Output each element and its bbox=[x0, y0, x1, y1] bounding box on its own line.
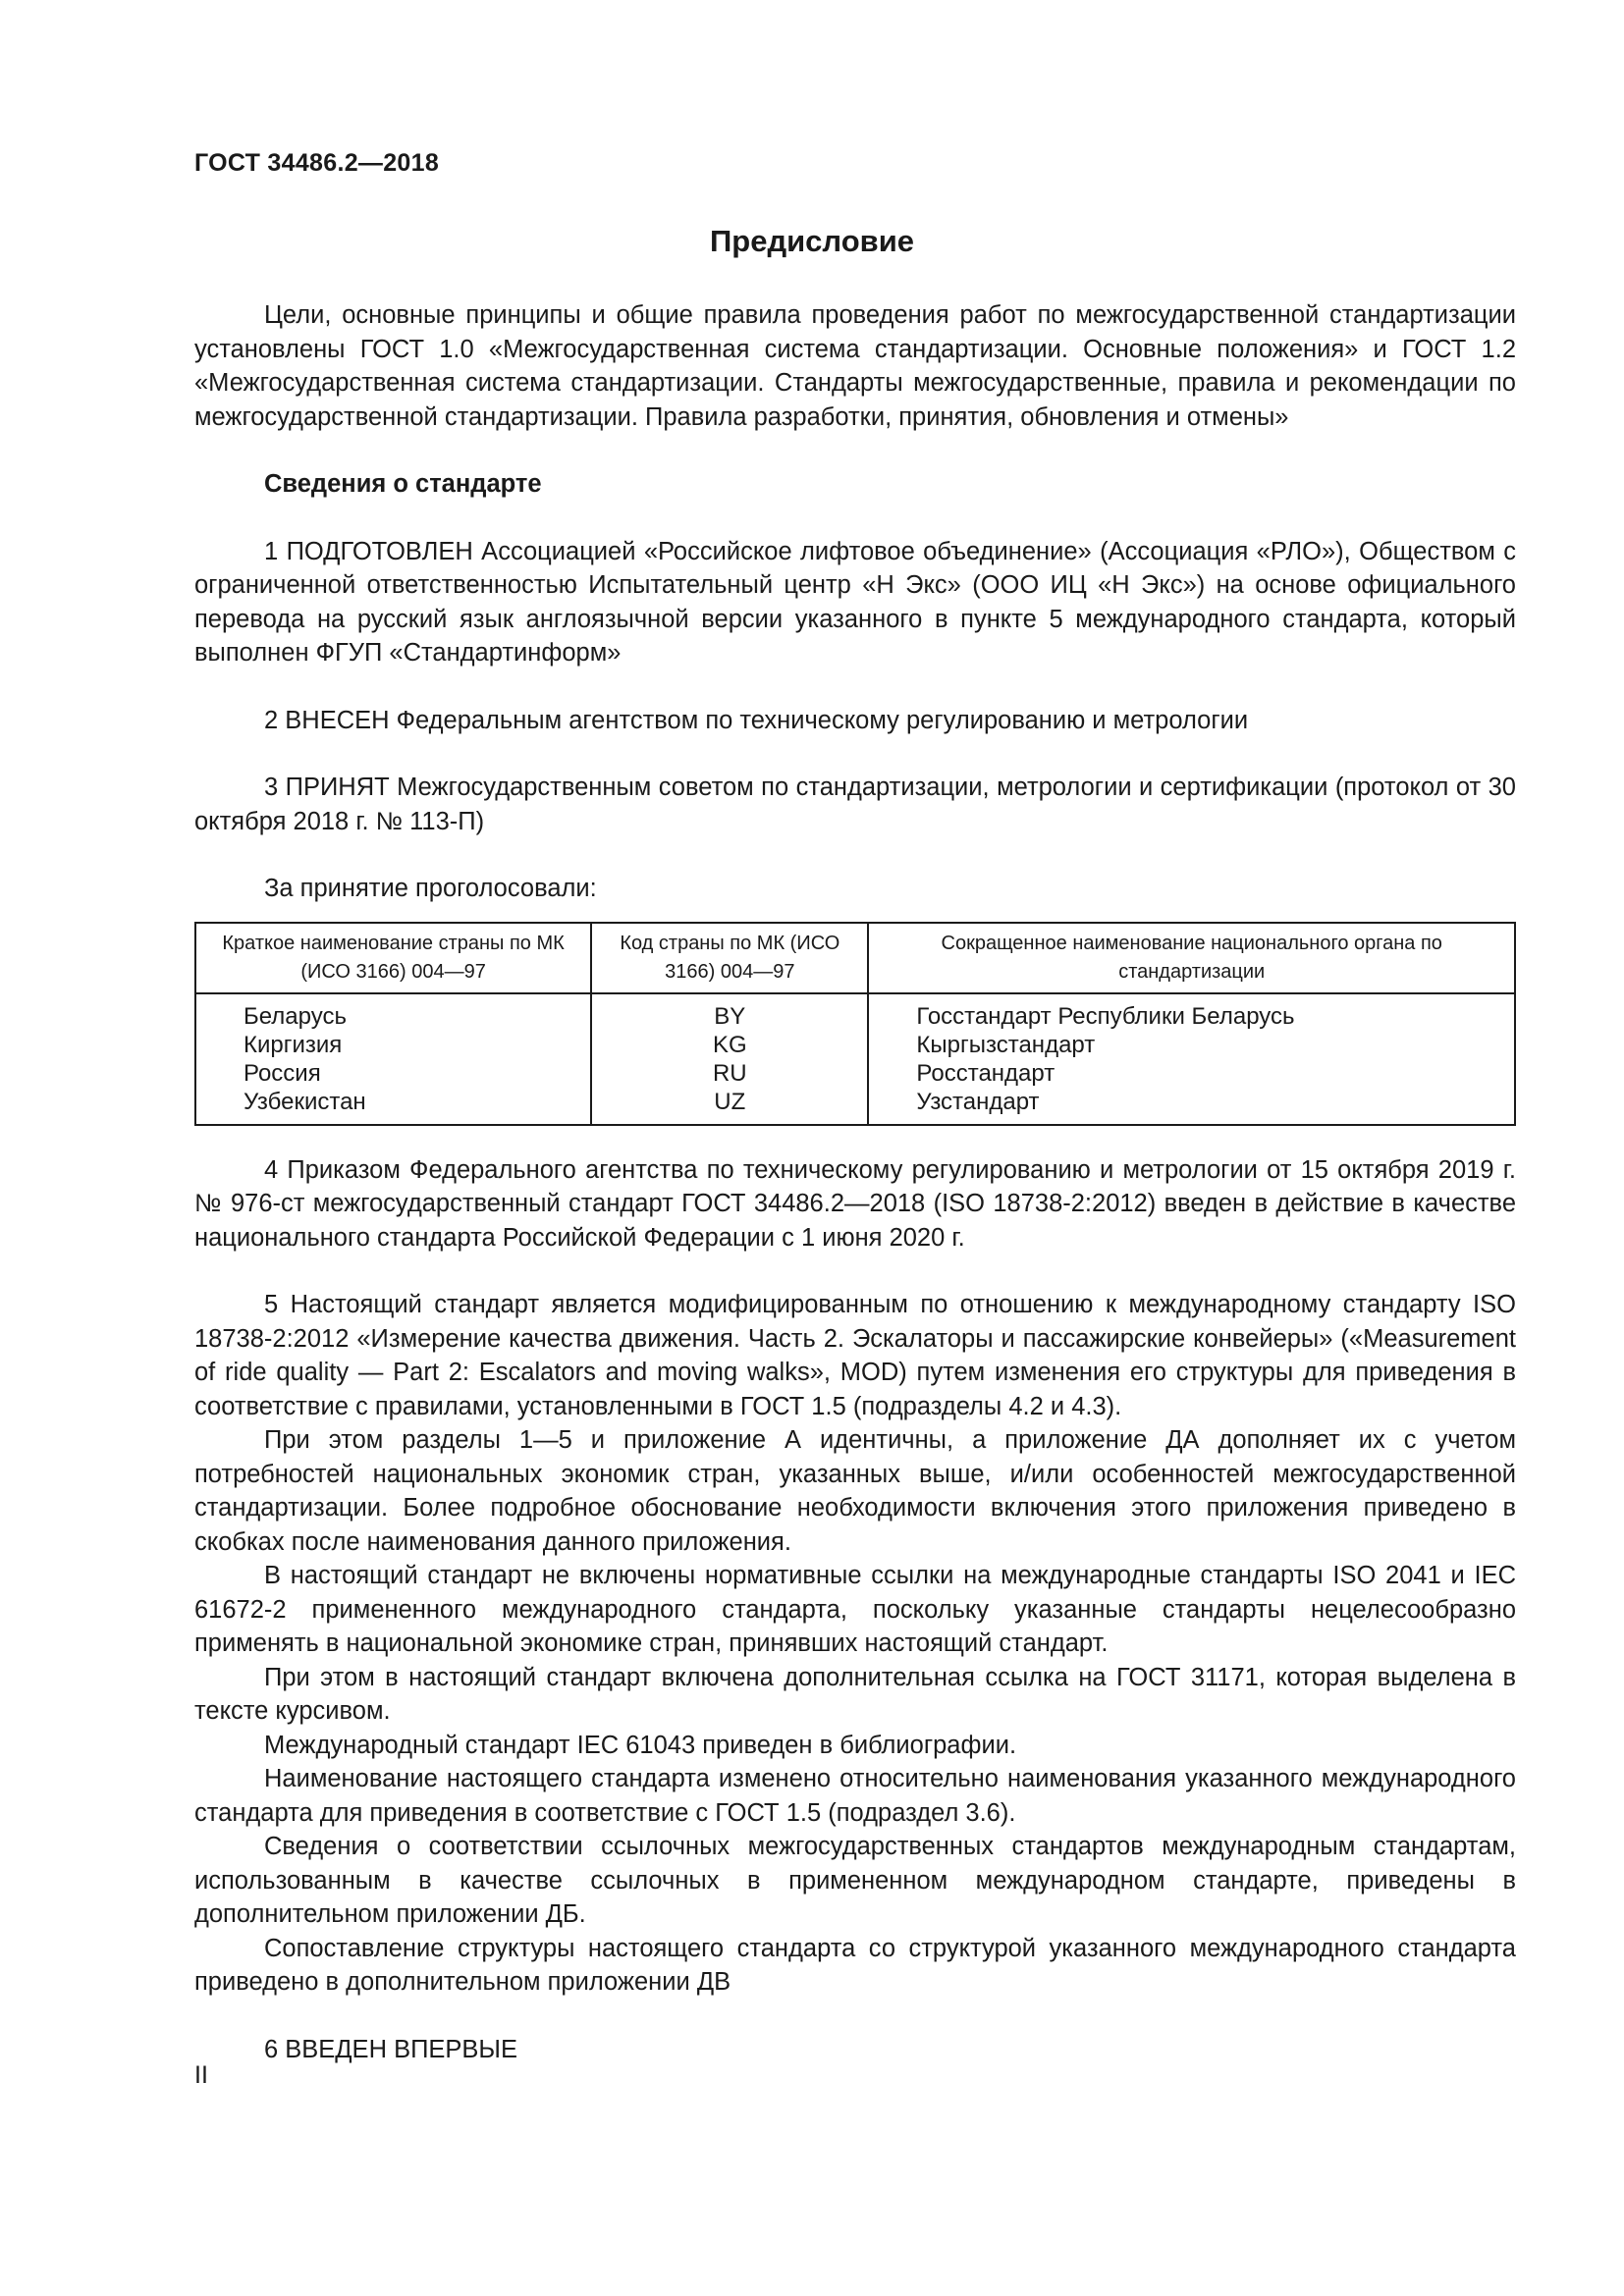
country-code-cell: RU bbox=[591, 1059, 868, 1088]
page-number: II bbox=[194, 2061, 208, 2089]
national-body-cell: Кыргызстандарт bbox=[868, 1031, 1515, 1059]
table-row bbox=[195, 993, 1515, 1031]
country-name-cell: Россия bbox=[195, 1059, 591, 1088]
intro-paragraph: Цели, основные принципы и общие правила проведения работ по межгосударственной стандартизации установлены ГОСТ 1.0 «Межгосударственная система стандартизации. Основные положения» и ГОСТ 1.2 «Межгосударственная система стандартизации. Стандарты межгосударственные, правила и рекомендации по межгосударственной стандартизации. Правила разработки, принятия, обновления и отмены» bbox=[194, 301, 1516, 431]
section-heading: Сведения о стандарте bbox=[264, 470, 542, 498]
item-5-paragraph: При этом разделы 1—5 и приложение А идентичны, а приложение ДА дополняет их с учетом потребностей национальных экономик стран, указанных выше, и/или особенностей межгосударственной стандартизации. Более подробное обоснование необходимости включения этого приложения приведено в скобках после наименования данного приложения. bbox=[194, 1426, 1516, 1556]
column-header-national-body: Сокращенное наименование национального органа по стандартизации bbox=[868, 923, 1515, 993]
country-code-cell: KG bbox=[591, 1031, 868, 1059]
table-row bbox=[195, 1088, 1515, 1125]
document-body bbox=[194, 298, 1516, 2066]
national-body-cell: Росстандарт bbox=[868, 1059, 1515, 1088]
column-header-country-name: Краткое наименование страны по МК (ИСО 3166) 004—97 bbox=[195, 923, 591, 993]
item-5-paragraph: Сопоставление структуры настоящего стандарта со структурой указанного международного стандарта приведено в дополнительном приложении ДВ bbox=[194, 1934, 1516, 1996]
item-2-paragraph: 2 ВНЕСЕН Федеральным агентством по техническому регулированию и метрологии bbox=[264, 706, 1249, 734]
voted-label: За принятие проголосовали: bbox=[264, 875, 597, 902]
country-name-cell: Узбекистан bbox=[195, 1088, 591, 1125]
item-5-paragraph: Наименование настоящего стандарта изменено относительно наименования указанного международного стандарта для приведения в соответствие с ГОСТ 1.5 (подраздел 3.6). bbox=[194, 1765, 1516, 1827]
column-header-country-code: Код страны по МК (ИСО 3166) 004—97 bbox=[591, 923, 868, 993]
page-title: Предисловие bbox=[709, 224, 914, 258]
national-body-cell: Узстандарт bbox=[868, 1088, 1515, 1125]
document-id-header: ГОСТ 34486.2—2018 bbox=[194, 149, 440, 177]
item-5-paragraph: Международный стандарт IEC 61043 приведен в библиографии. bbox=[264, 1731, 1017, 1759]
table-row bbox=[195, 1031, 1515, 1059]
country-name-cell: Киргизия bbox=[195, 1031, 591, 1059]
country-code-cell: UZ bbox=[591, 1088, 868, 1125]
voting-countries-table bbox=[194, 922, 1516, 1126]
item-5-paragraph: 5 Настоящий стандарт является модифицированным по отношению к международному стандарту ISO 18738-2:2012 «Измерение качества движения. Часть 2. Эскалаторы и пассажирские конвейеры» («Measurement of ride quality — Part 2: Escalators and moving walks», MOD) путем изменения его структуры для приведения в соответствие с правилами, установленными в ГОСТ 1.5 (подразделы 4.2 и 4.3). bbox=[194, 1291, 1516, 1420]
item-6-paragraph: 6 ВВЕДЕН ВПЕРВЫЕ bbox=[264, 2035, 518, 2063]
item-1-paragraph: 1 ПОДГОТОВЛЕН Ассоциацией «Российское лифтовое объединение» (Ассоциация «РЛО»), Обществом с ограниченной ответственностью Испытательный центр «Н Экс» (ООО ИЦ «Н Экс») на основе официального перевода на русский язык англоязычной версии указанного в пункте 5 международного стандарта, который выполнен ФГУП «Стандартинформ» bbox=[194, 537, 1516, 667]
item-5-paragraph: В настоящий стандарт не включены нормативные ссылки на международные стандарты ISO 2041 и IEC 61672-2 примененного международного стандарта, поскольку указанные стандарты нецелесообразно применять в национальной экономике стран, принявших настоящий стандарт. bbox=[194, 1562, 1516, 1657]
country-code-cell: BY bbox=[591, 993, 868, 1031]
item-5-paragraph: Сведения о соответствии ссылочных межгосударственных стандартов международным стандартам, использованным в качестве ссылочных в примененном международном стандарте, приведены в дополнительном приложении ДБ. bbox=[194, 1833, 1516, 1928]
item-3-paragraph: 3 ПРИНЯТ Межгосударственным советом по стандартизации, метрологии и сертификации (протокол от 30 октября 2018 г. № 113-П) bbox=[194, 774, 1516, 835]
country-name-cell: Беларусь bbox=[195, 993, 591, 1031]
table-row bbox=[195, 1059, 1515, 1088]
table-header-row bbox=[195, 923, 1515, 993]
item-5-paragraph: При этом в настоящий стандарт включена дополнительная ссылка на ГОСТ 31171, которая выделена в тексте курсивом. bbox=[194, 1663, 1516, 1725]
item-4-paragraph: 4 Приказом Федерального агентства по техническому регулированию и метрологии от 15 октября 2019 г. № 976-ст межгосударственный стандарт ГОСТ 34486.2—2018 (ISO 18738-2:2012) введен в действие в качестве национального стандарта Российской Федерации с 1 июня 2020 г. bbox=[194, 1155, 1516, 1252]
national-body-cell: Госстандарт Республики Беларусь bbox=[868, 993, 1515, 1031]
